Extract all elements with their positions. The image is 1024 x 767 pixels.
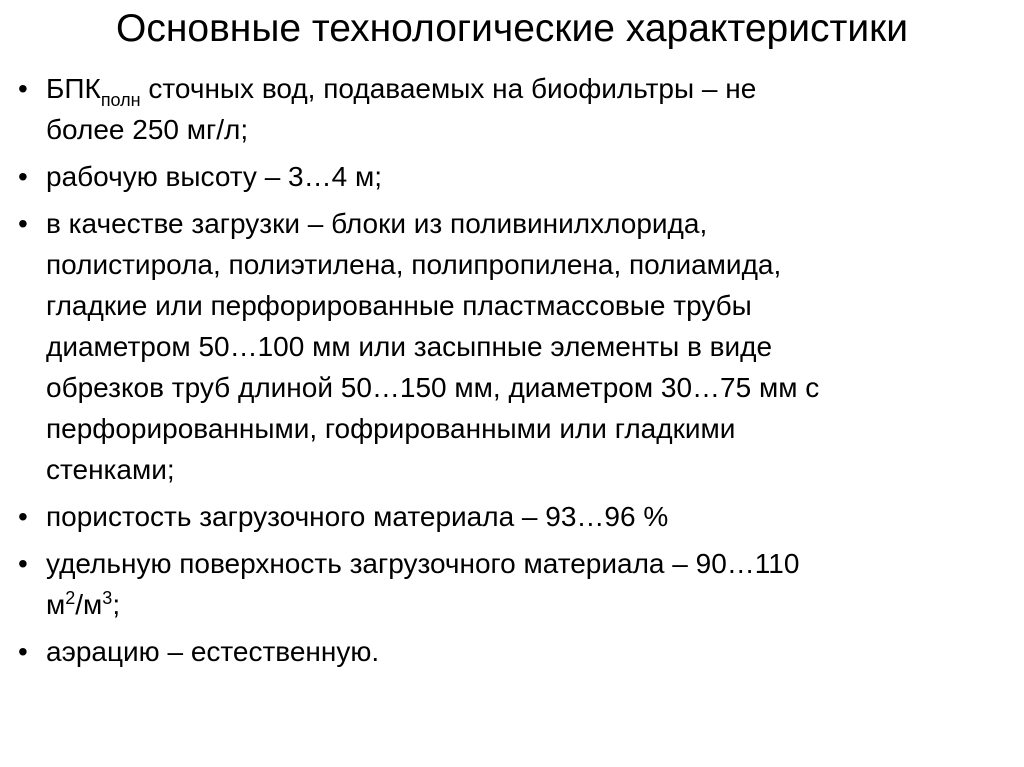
bullet-text-line: [46, 68, 1008, 109]
bullet-marker: •: [18, 73, 28, 104]
bullet-text-line: [46, 326, 1008, 367]
text-run: м: [46, 589, 66, 620]
text-run: обрезков труб длиной 50…150 мм, диаметром 30…75 мм с: [46, 372, 820, 403]
text-run: стенками;: [46, 454, 175, 485]
text-run: пористость загрузочного материала – 93…96 %: [46, 501, 669, 532]
text-run: в качестве загрузки – блоки из поливинилхлорида,: [46, 208, 708, 239]
bullet-item: [18, 203, 1008, 490]
text-run: рабочую высоту – 3…4 м;: [46, 161, 382, 192]
subscript-text: полн: [100, 90, 141, 110]
bullet-item: [18, 543, 1008, 625]
text-run: гладкие или перфорированные пластмассовые трубы: [46, 290, 752, 321]
text-run: более 250 мг/л;: [46, 114, 249, 145]
bullet-text-line: [46, 584, 1008, 625]
text-run: БПК: [46, 73, 101, 104]
bullet-text-line: [46, 543, 1008, 584]
bullet-text-line: [46, 156, 1008, 197]
bullet-item: [18, 631, 1008, 672]
bullet-marker: •: [18, 161, 28, 192]
superscript-text: 2: [65, 588, 76, 608]
bullet-text-line: [46, 203, 1008, 244]
text-run: диаметром 50…100 мм или засыпные элементы в виде: [46, 331, 773, 362]
bullet-text-line: [46, 496, 1008, 537]
slide-title: Основные технологические характеристики: [116, 7, 908, 50]
bullet-text-line: [46, 244, 1008, 285]
bullet-text-line: [46, 367, 1008, 408]
text-run: перфорированными, гофрированными или гладкими: [46, 413, 736, 444]
bullet-item: [18, 156, 1008, 197]
bullet-text-line: [46, 449, 1008, 490]
bullet-text-line: [46, 109, 1008, 150]
bullet-marker: •: [18, 548, 28, 579]
text-run: сточных вод, подаваемых на биофильтры – не: [140, 73, 757, 104]
bullet-marker: •: [18, 501, 28, 532]
bullet-text-line: [46, 285, 1008, 326]
bullet-text-line: [46, 408, 1008, 449]
text-run: ;: [112, 589, 121, 620]
text-run: полистирола, полиэтилена, полипропилена, полиамида,: [46, 249, 782, 280]
text-run: удельную поверхность загрузочного материала – 90…110: [46, 548, 800, 579]
bullet-list: [18, 68, 1008, 678]
text-run: аэрацию – естественную.: [46, 636, 380, 667]
bullet-marker: •: [18, 208, 28, 239]
bullet-marker: •: [18, 636, 28, 667]
superscript-text: 3: [102, 588, 113, 608]
bullet-item: [18, 68, 1008, 150]
bullet-text-line: [46, 631, 1008, 672]
text-run: /м: [75, 589, 103, 620]
bullet-item: [18, 496, 1008, 537]
